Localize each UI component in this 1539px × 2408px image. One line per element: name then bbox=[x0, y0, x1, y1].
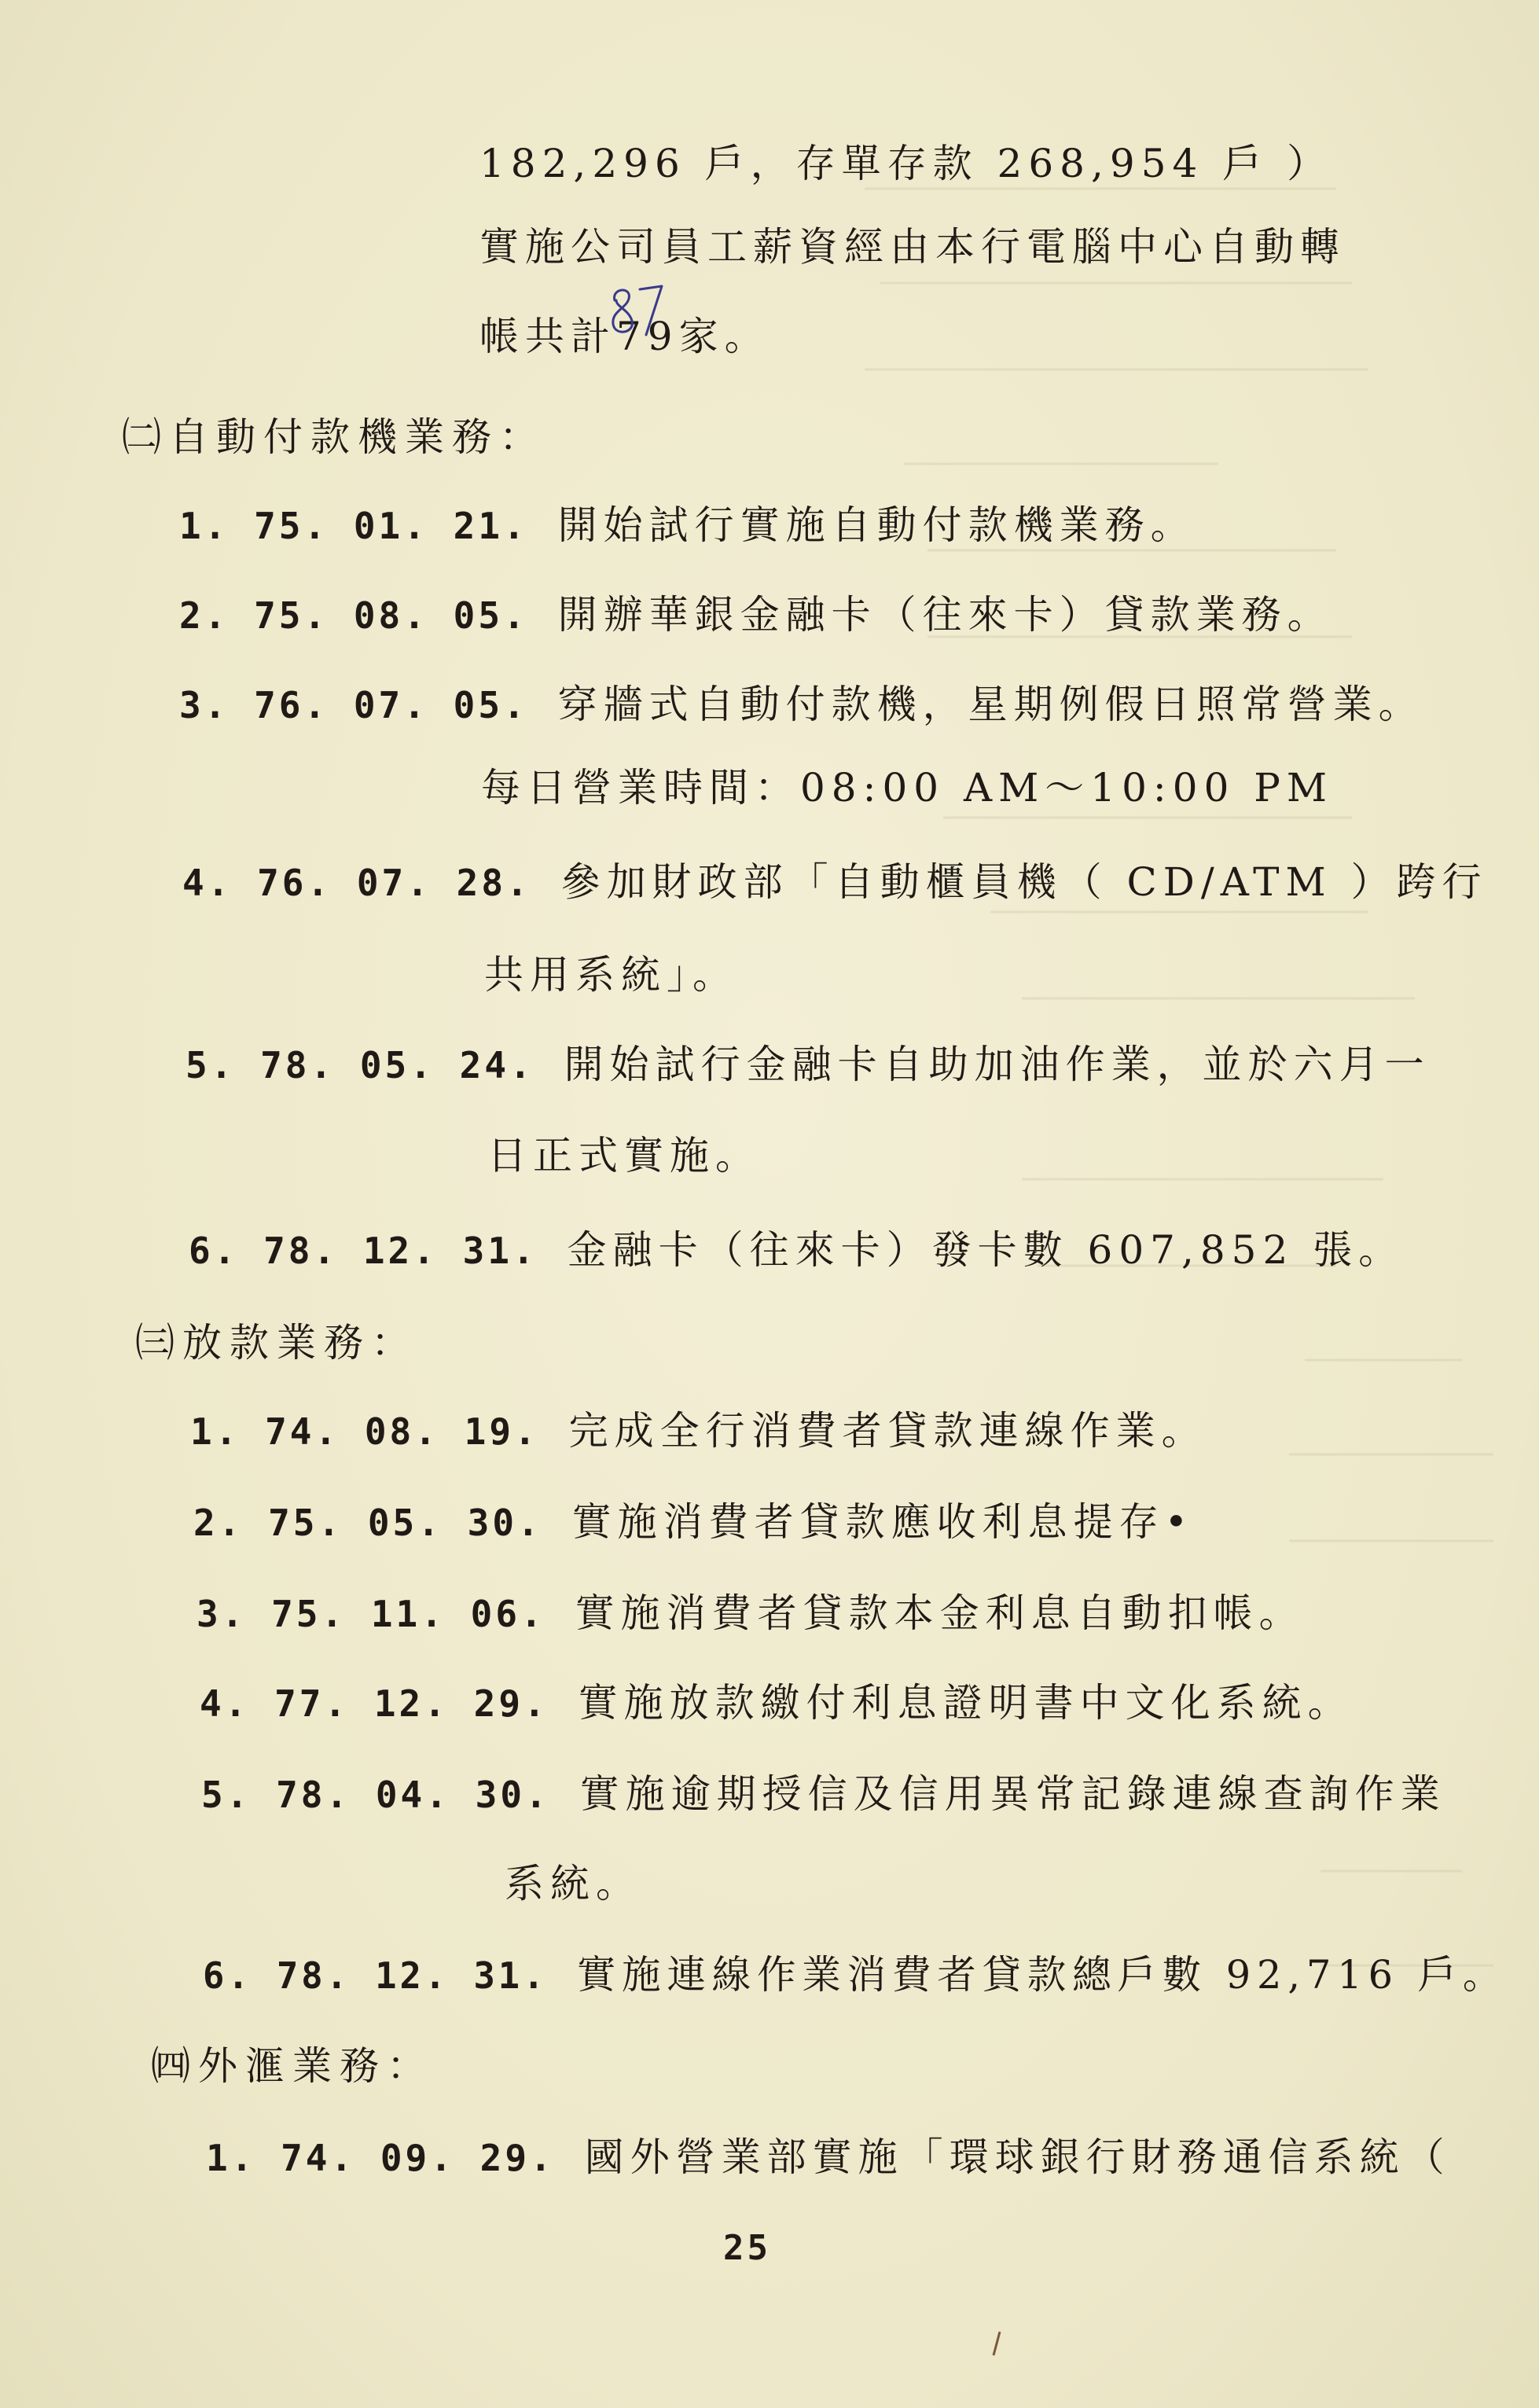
item-date: 5. 78. 05. 24. bbox=[185, 1044, 534, 1086]
item-date: 1. 75. 01. 21. bbox=[179, 505, 528, 547]
list-item-continuation bbox=[487, 1130, 761, 1181]
list-item bbox=[190, 1406, 1207, 1457]
item-text: 實施消費者貸款本金利息自動扣帳。 bbox=[575, 1590, 1305, 1636]
item-text-continued: 共用系統」。 bbox=[484, 952, 738, 998]
section-heading-atm bbox=[122, 412, 546, 462]
item-text-continued: 每日營業時間：08:00 AM～10:00 PM bbox=[481, 765, 1334, 811]
list-item bbox=[179, 590, 1333, 641]
item-text: 國外營業部實施「環球銀行財務通信系統（ bbox=[584, 2134, 1451, 2180]
continuation-text-2: 實施公司員工薪資經由本行電腦中心自動轉 bbox=[479, 224, 1346, 270]
item-text-continued: 日正式實施。 bbox=[487, 1133, 761, 1178]
list-item bbox=[197, 1588, 1305, 1639]
continuation-text-1: 182,296 戶，存單存款 268,954 戶 ） bbox=[479, 141, 1333, 186]
item-date: 1. 74. 09. 29. bbox=[206, 2137, 555, 2179]
item-text: 完成全行消費者貸款連線作業。 bbox=[568, 1408, 1207, 1454]
item-date: 5. 78. 04. 30. bbox=[201, 1774, 550, 1816]
item-text-continued: 系統。 bbox=[505, 1861, 641, 1906]
list-item bbox=[203, 1950, 1508, 2001]
section-heading-forex bbox=[151, 2041, 434, 2091]
list-item bbox=[179, 500, 1196, 551]
item-date: 4. 76. 07. 28. bbox=[182, 862, 531, 904]
list-item bbox=[182, 857, 1488, 908]
list-item-continuation bbox=[505, 1858, 641, 1909]
continuation-line-1 bbox=[479, 138, 1332, 189]
list-item bbox=[179, 679, 1424, 730]
item-date: 4. 77. 12. 29. bbox=[200, 1682, 549, 1725]
item-date: 6. 78. 12. 31. bbox=[189, 1230, 538, 1272]
list-item bbox=[185, 1039, 1431, 1090]
item-date: 2. 75. 08. 05. bbox=[179, 594, 528, 637]
item-text: 實施連線作業消費者貸款總戶數 92,716 戶。 bbox=[576, 1952, 1508, 1998]
page-number: 25 bbox=[723, 2228, 771, 2268]
item-text: 實施逾期授信及信用異常記錄連線查詢作業 bbox=[579, 1771, 1446, 1817]
section-heading-loans-text: ㈢放款業務： bbox=[135, 1320, 418, 1366]
section-heading-loans bbox=[135, 1318, 418, 1368]
continuation-line-2 bbox=[479, 222, 1346, 272]
item-text: 實施放款繳付利息證明書中文化系統。 bbox=[578, 1680, 1354, 1726]
item-date: 2. 75. 05. 30. bbox=[193, 1502, 542, 1544]
item-date: 1. 74. 08. 19. bbox=[190, 1410, 539, 1453]
item-text: 開始試行實施自動付款機業務。 bbox=[557, 502, 1196, 548]
list-item bbox=[206, 2132, 1451, 2183]
item-text: 實施消費者貸款應收利息提存• bbox=[571, 1499, 1195, 1545]
list-item-continuation bbox=[484, 950, 738, 1000]
list-item bbox=[193, 1497, 1194, 1548]
section-heading-forex-text: ㈣外滙業務： bbox=[151, 2043, 434, 2089]
item-text: 開始試行金融卡自助加油作業，並於六月一 bbox=[564, 1042, 1431, 1087]
item-text: 參加財政部「自動櫃員機（ CD/ATM ）跨行 bbox=[560, 859, 1488, 905]
paper-blemish bbox=[990, 2327, 1006, 2358]
item-date: 3. 76. 07. 05. bbox=[179, 684, 528, 726]
item-date: 6. 78. 12. 31. bbox=[203, 1954, 548, 1997]
list-item bbox=[201, 1769, 1446, 1820]
list-item-continuation bbox=[481, 763, 1333, 813]
list-item bbox=[200, 1678, 1354, 1729]
item-text: 開辦華銀金融卡（往來卡）貸款業務。 bbox=[557, 592, 1333, 638]
list-item bbox=[189, 1225, 1404, 1276]
section-heading-atm-text: ㈡自動付款機業務： bbox=[122, 414, 546, 460]
continuation-text-3: 帳共計79家。 bbox=[479, 314, 770, 359]
item-text: 金融卡（往來卡）發卡數 607,852 張。 bbox=[567, 1227, 1405, 1273]
item-text: 穿牆式自動付款機，星期例假日照常營業。 bbox=[557, 682, 1424, 727]
handwritten-correction bbox=[605, 277, 676, 347]
item-date: 3. 75. 11. 06. bbox=[197, 1593, 545, 1635]
